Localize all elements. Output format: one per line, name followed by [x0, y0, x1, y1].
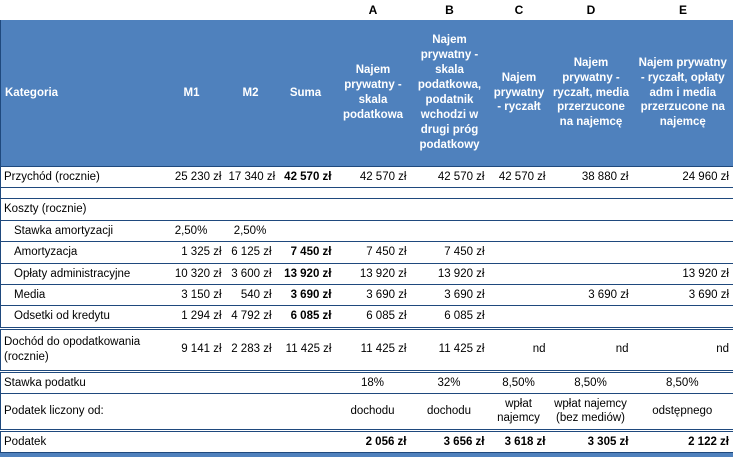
cell[interactable]	[158, 199, 226, 220]
row-label[interactable]: Stawka podatku	[1, 371, 158, 393]
cell[interactable]	[633, 220, 733, 241]
cell[interactable]: 2,50%	[226, 220, 276, 241]
cell[interactable]	[633, 306, 733, 328]
column-letter-blank	[226, 0, 276, 20]
cell[interactable]: 8,50%	[489, 371, 550, 393]
cell[interactable]: 3 305 zł	[550, 430, 633, 452]
cell[interactable]: 1 325 zł	[158, 242, 226, 263]
cell[interactable]	[550, 242, 633, 263]
cell[interactable]: wpłat najemcy	[489, 394, 550, 431]
cell[interactable]: nd	[550, 328, 633, 371]
cell[interactable]	[226, 394, 276, 431]
cell[interactable]: 1 294 zł	[158, 306, 226, 328]
cell[interactable]: 3 690 zł	[336, 284, 411, 305]
cell[interactable]: 42 570 zł	[411, 167, 489, 188]
cell[interactable]	[550, 263, 633, 284]
column-letter-row	[1, 0, 733, 20]
cell[interactable]: 4 792 zł	[226, 306, 276, 328]
row-label[interactable]: Media	[1, 284, 158, 305]
cell[interactable]: 3 656 zł	[411, 430, 489, 452]
cell[interactable]: 3 150 zł	[158, 284, 226, 305]
cell[interactable]: 17 340 zł	[226, 167, 276, 188]
cell[interactable]: 3 690 zł	[276, 284, 336, 305]
cell[interactable]: 540 zł	[226, 284, 276, 305]
table-row	[1, 199, 733, 220]
row-label[interactable]: Koszty (rocznie)	[1, 199, 158, 220]
table-row	[1, 167, 733, 188]
column-letter-e: E	[633, 0, 733, 20]
row-label[interactable]: Odsetki od kredytu	[1, 306, 158, 328]
cell[interactable]: dochodu	[411, 394, 489, 431]
cell[interactable]	[336, 199, 411, 220]
header-col-d[interactable]: Najem prywatny - ryczałt, media przerzucone na najemcę	[550, 20, 633, 167]
table-row	[1, 284, 733, 305]
row-label[interactable]: Dochód do opodatkowania (rocznie)	[1, 328, 158, 371]
cell[interactable]: 7 450 zł	[336, 242, 411, 263]
cell[interactable]	[550, 199, 633, 220]
cell[interactable]: 6 085 zł	[411, 306, 489, 328]
cell[interactable]: 2,50%	[158, 220, 226, 241]
cell[interactable]	[276, 394, 336, 431]
cell[interactable]: 3 690 zł	[550, 284, 633, 305]
cell[interactable]: wpłat najemcy (bez mediów)	[550, 394, 633, 431]
cell[interactable]: 8,50%	[633, 371, 733, 393]
table-row	[1, 242, 733, 263]
row-label[interactable]: Przychód (rocznie)	[1, 167, 158, 188]
cell[interactable]	[276, 220, 336, 241]
cell[interactable]: 13 920 zł	[633, 263, 733, 284]
table-body	[1, 167, 733, 453]
row-label[interactable]: Opłaty administracyjne	[1, 263, 158, 284]
cell[interactable]: 42 570 zł	[276, 167, 336, 188]
cell[interactable]: 24 960 zł	[633, 167, 733, 188]
cell[interactable]	[489, 220, 550, 241]
cell[interactable]	[276, 371, 336, 393]
cell[interactable]: 42 570 zł	[489, 167, 550, 188]
header-suma[interactable]: Suma	[276, 20, 336, 167]
cell[interactable]: 13 920 zł	[276, 263, 336, 284]
cell[interactable]	[489, 284, 550, 305]
cell[interactable]: 8,50%	[550, 371, 633, 393]
cell[interactable]	[489, 263, 550, 284]
footer-bar	[0, 452, 733, 457]
cell[interactable]	[276, 199, 336, 220]
cell[interactable]: 6 085 zł	[276, 306, 336, 328]
row-label[interactable]: Stawka amortyzacji	[1, 220, 158, 241]
column-letter-blank	[1, 0, 158, 20]
cell[interactable]: 3 690 zł	[633, 284, 733, 305]
cell[interactable]: 2 122 zł	[633, 430, 733, 452]
cell[interactable]	[489, 199, 550, 220]
cell[interactable]: 10 320 zł	[158, 263, 226, 284]
cell[interactable]: 11 425 zł	[276, 328, 336, 371]
header-row	[1, 20, 733, 167]
table-row	[1, 188, 733, 199]
header-m1[interactable]: M1	[158, 20, 226, 167]
cell[interactable]: 2 283 zł	[226, 328, 276, 371]
table-row	[1, 220, 733, 241]
header-col-e[interactable]: Najem prywatny - ryczałt, opłaty adm i media przerzucone na najemcę	[633, 20, 733, 167]
cell[interactable]: 3 618 zł	[489, 430, 550, 452]
cell[interactable]	[411, 220, 489, 241]
cell[interactable]	[489, 306, 550, 328]
column-letter-blank	[276, 0, 336, 20]
column-letter-blank	[158, 0, 226, 20]
column-letter-b: B	[411, 0, 489, 20]
cell[interactable]: 9 141 zł	[158, 328, 226, 371]
cell[interactable]	[276, 430, 336, 452]
cell[interactable]: dochodu	[336, 394, 411, 431]
cell[interactable]: 38 880 zł	[550, 167, 633, 188]
cell[interactable]: nd	[633, 328, 733, 371]
cell[interactable]	[158, 430, 226, 452]
cell[interactable]: 13 920 zł	[336, 263, 411, 284]
column-letter-c: C	[489, 0, 550, 20]
cell[interactable]: 11 425 zł	[336, 328, 411, 371]
cell[interactable]: 18%	[336, 371, 411, 393]
cell[interactable]: 3 690 zł	[411, 284, 489, 305]
cell[interactable]: 3 600 zł	[226, 263, 276, 284]
cell[interactable]	[633, 242, 733, 263]
cell[interactable]: 7 450 zł	[411, 242, 489, 263]
cell[interactable]	[550, 306, 633, 328]
header-col-a[interactable]: Najem prywatny - skala podatkowa	[336, 20, 411, 167]
table-row	[1, 263, 733, 284]
cell[interactable]	[158, 371, 226, 393]
cell[interactable]: 11 425 zł	[411, 328, 489, 371]
row-label[interactable]: Podatek liczony od:	[1, 394, 158, 431]
cell[interactable]	[489, 242, 550, 263]
header-col-c[interactable]: Najem prywatny - ryczałt	[489, 20, 550, 167]
row-label[interactable]: Amortyzacja	[1, 242, 158, 263]
cell[interactable]	[226, 430, 276, 452]
table-row	[1, 394, 733, 431]
cell[interactable]	[158, 394, 226, 431]
table-row	[1, 430, 733, 452]
cell[interactable]	[550, 220, 633, 241]
cell[interactable]: 6 125 zł	[226, 242, 276, 263]
header-m2[interactable]: M2	[226, 20, 276, 167]
row-label[interactable]: Podatek	[1, 430, 158, 452]
cell[interactable]: odstępnego	[633, 394, 733, 431]
cell[interactable]: 6 085 zł	[336, 306, 411, 328]
table-row	[1, 371, 733, 393]
cell[interactable]: 7 450 zł	[276, 242, 336, 263]
cell[interactable]: 25 230 zł	[158, 167, 226, 188]
cell[interactable]	[336, 220, 411, 241]
header-col-b[interactable]: Najem prywatny - skala podatkowa, podatnik wchodzi w drugi próg podatkowy	[411, 20, 489, 167]
cell[interactable]	[633, 199, 733, 220]
header-kategoria[interactable]: Kategoria	[1, 20, 158, 167]
table-row	[1, 306, 733, 328]
table-row	[1, 328, 733, 371]
row-label[interactable]	[1, 188, 733, 199]
cell[interactable]: 42 570 zł	[336, 167, 411, 188]
column-letter-d: D	[550, 0, 633, 20]
cell[interactable]: 2 056 zł	[336, 430, 411, 452]
cell[interactable]: nd	[489, 328, 550, 371]
column-letter-a: A	[336, 0, 411, 20]
cell[interactable]: 13 920 zł	[411, 263, 489, 284]
cell[interactable]	[226, 371, 276, 393]
cell[interactable]	[226, 199, 276, 220]
cell[interactable]: 32%	[411, 371, 489, 393]
cell[interactable]	[411, 199, 489, 220]
